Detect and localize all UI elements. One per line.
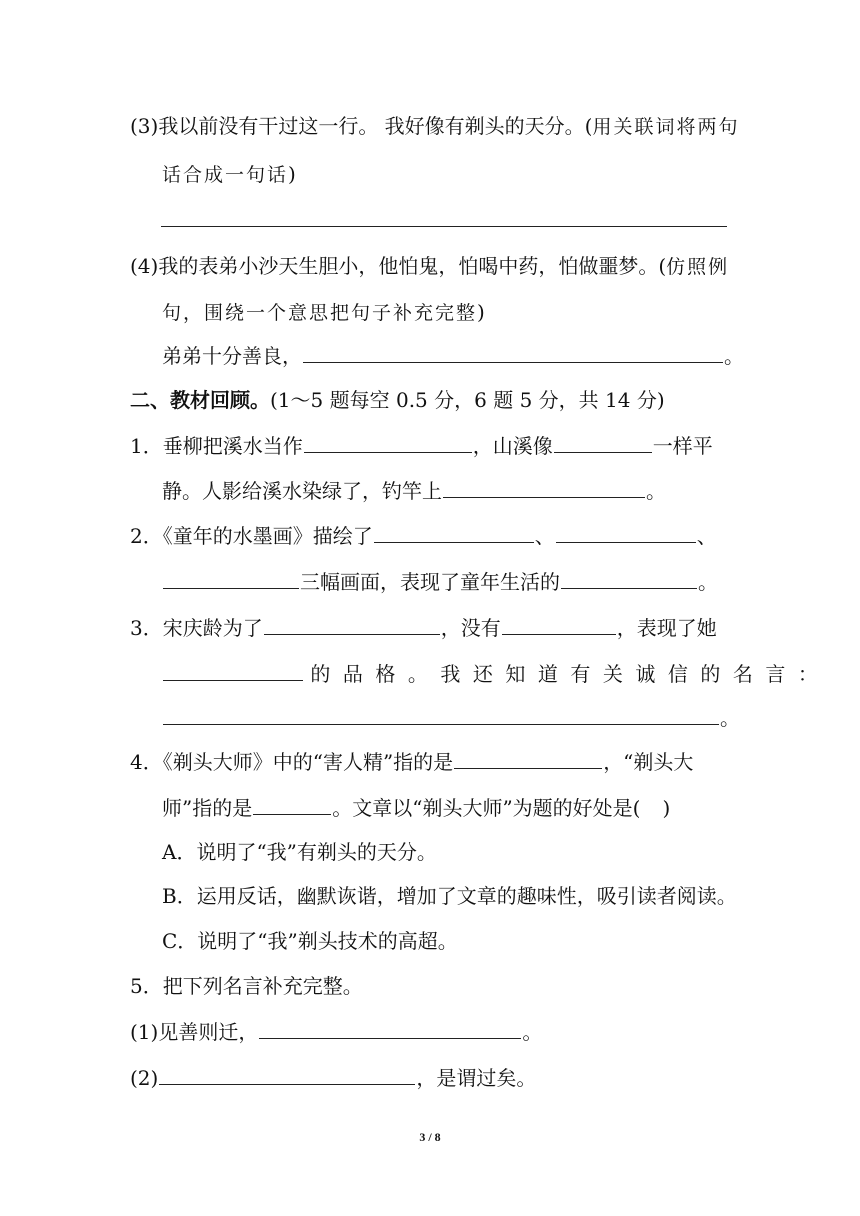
answer-blank[interactable] [259,1018,521,1039]
item3-line1: 3．宋庆龄为了 ，没有 ，表现了她 [130,616,717,640]
q4-line2: 句，围绕一个意思把句子补充完整) [162,300,485,324]
answer-blank[interactable] [374,522,534,543]
item4-option-c: C．说明了“我”剃头技术的高超。 [162,929,458,953]
item2-line2: 三幅画面，表现了童年生活的 。 [162,568,718,596]
q3-line2: 话合成一句话) [162,162,296,186]
page-number: 3 / 8 [419,1130,441,1144]
answer-blank[interactable] [264,614,440,635]
item4-option-a: A．说明了“我”有剃头的天分。 [162,840,437,864]
answer-blank[interactable] [304,432,472,453]
answer-blank[interactable] [303,342,723,363]
answer-blank[interactable] [253,794,331,815]
answer-blank[interactable] [443,477,645,498]
item5-part1: (1)见善则迁， 。 [130,1020,543,1044]
answer-blank[interactable] [556,522,696,543]
item2-line1: 2．《童年的水墨画》描绘了 、 、 [130,524,717,548]
answer-blank[interactable] [163,704,719,725]
item1-line1: 1．垂柳把溪水当作 ，山溪像 一样平 [130,434,713,458]
answer-blank[interactable] [561,568,697,589]
answer-blank[interactable] [454,748,602,769]
item4-line2: 师”指的是 。文章以“剃头大师”为题的好处是( ) [162,796,671,820]
answer-blank[interactable] [502,614,616,635]
item3-line2: 的品格。我还知道有关诚信的名言： [162,660,830,688]
q3-line1: (3)我以前没有干过这一行。 我好像有剃头的天分。(用关联词将两句 [130,114,740,138]
item3-line3: 。 [162,704,740,732]
q3-answer-line[interactable] [160,206,728,234]
answer-blank[interactable] [554,432,652,453]
q4-line1: (4)我的表弟小沙天生胆小，他怕鬼，怕喝中药，怕做噩梦。(仿照例 [130,254,730,278]
item5-title: 5．把下列名言补充完整。 [130,974,363,998]
q4-answer-line: 弟弟十分善良， 。 [162,344,744,368]
answer-blank[interactable] [159,1064,415,1085]
section2-heading: 二、教材回顾。(1～5 题每空 0.5 分，6 题 5 分，共 14 分) [130,388,665,412]
item5-part2: (2) ，是谓过矣。 [130,1066,537,1090]
answer-blank[interactable] [163,568,299,589]
answer-blank[interactable] [161,206,727,227]
item1-line2: 静。人影给溪水染绿了，钓竿上 。 [162,479,666,503]
item4-option-b: B．运用反话，幽默诙谐，增加了文章的趣味性，吸引读者阅读。 [162,884,737,908]
answer-blank[interactable] [163,660,303,681]
item4-line1: 4．《剃头大师》中的“害人精”指的是 ，“剃头大 [130,750,694,774]
